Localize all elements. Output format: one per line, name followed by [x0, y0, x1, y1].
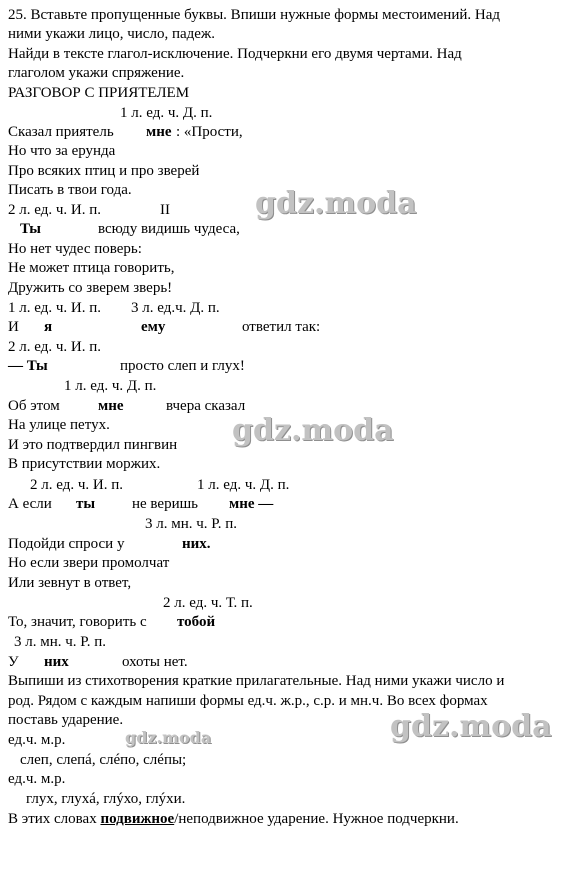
grammar-annotation: 3 л. ед.ч. Д. п.	[131, 300, 220, 316]
grammar-annotation: 2 л. ед. ч. И. п.	[8, 202, 101, 218]
task-text-line: ними укажи лицо, число, падеж.	[8, 26, 216, 42]
poem-line: Об этом	[8, 398, 60, 414]
grammar-annotation: 2 л. ед. ч. Т. п.	[163, 595, 253, 611]
poem-line: Или зевнут в ответ,	[8, 575, 132, 591]
adjective-form-label: ед.ч. м.р.	[8, 732, 66, 748]
task-text-line: Найди в тексте глагол-исключение. Подчеркни его двумя чертами. Над	[8, 46, 462, 62]
pronoun-answer: ты	[76, 496, 96, 512]
grammar-annotation: 2 л. ед. ч. И. п.	[30, 477, 123, 493]
poem-line: Писать в твои года.	[8, 182, 132, 198]
poem-line: А если	[8, 496, 52, 512]
watermark: gdz.moda	[390, 709, 552, 744]
grammar-annotation: 2 л. ед. ч. И. п.	[8, 339, 101, 355]
poem-line: охоты нет.	[122, 654, 188, 670]
poem-line: Про всяких птиц и про зверей	[8, 163, 200, 179]
underlined-answer: подвижное	[100, 811, 175, 827]
task-text-line: глаголом укажи спряжение.	[8, 65, 185, 81]
poem-line: И	[8, 319, 19, 335]
watermark: gdz.moda	[232, 413, 394, 448]
pronoun-answer: я	[44, 319, 53, 335]
poem-line: не веришь	[132, 496, 199, 512]
poem-line: Сказал приятель	[8, 124, 114, 140]
pronoun-answer: мне —	[229, 496, 274, 512]
pronoun-answer: тобой	[177, 614, 216, 630]
grammar-annotation: 3 л. мн. ч. Р. п.	[145, 516, 238, 532]
pronoun-answer: ему	[141, 319, 166, 335]
task-text-line: 25. Вставьте пропущенные буквы. Впиши нужные формы местоимений. Над	[8, 7, 501, 23]
poem-line: Но если звери промолчат	[8, 555, 170, 571]
poem-line: И это подтвердил пингвин	[8, 437, 178, 453]
grammar-annotation: 1 л. ед. ч. И. п.	[8, 300, 101, 316]
pronoun-answer: Ты	[20, 221, 41, 237]
grammar-annotation: 3 л. мн. ч. Р. п.	[14, 634, 107, 650]
watermark: gdz.moda	[255, 186, 417, 221]
conjugation-mark: II	[160, 202, 170, 218]
poem-title: РАЗГОВОР С ПРИЯТЕЛЕМ	[8, 85, 190, 101]
task-text-line: поставь ударение.	[8, 712, 124, 728]
poem-line: всюду видишь чудеса,	[98, 221, 240, 237]
grammar-annotation: 1 л. ед. ч. Д. п.	[197, 477, 290, 493]
task-text-line: род. Рядом с каждым напиши формы ед.ч. ж.р., с.р. и мн.ч. Во всех формах	[8, 693, 488, 709]
poem-line: просто слеп и глух!	[120, 358, 245, 374]
poem-line: : «Прости,	[176, 124, 243, 140]
final-rest: /неподвижное ударение. Нужное подчеркни.	[174, 811, 459, 827]
poem-line: Не может птица говорить,	[8, 260, 175, 276]
poem-line: В присутствии моржих.	[8, 456, 161, 472]
poem-line: Но что за ерунда	[8, 143, 116, 159]
poem-line: Подойди спроси у	[8, 536, 125, 552]
grammar-annotation: 1 л. ед. ч. Д. п.	[120, 105, 213, 121]
poem-line: ответил так:	[242, 319, 321, 335]
pronoun-answer: мне	[146, 124, 172, 140]
poem-line: вчера сказал	[166, 398, 246, 414]
pronoun-answer: них.	[182, 536, 211, 552]
pronoun-answer: них	[44, 654, 69, 670]
poem-line: То, значит, говорить с	[8, 614, 147, 630]
task-text-line: Выпиши из стихотворения краткие прилагательные. Над ними укажи число и	[8, 673, 505, 689]
pronoun-answer: мне	[98, 398, 124, 414]
adjective-forms: слеп, слепá, слéпо, слéпы;	[20, 752, 187, 768]
adjective-form-label: ед.ч. м.р.	[8, 771, 66, 787]
poem-line: У	[8, 654, 19, 670]
pronoun-answer: — Ты	[8, 358, 48, 374]
final-answer-line	[8, 810, 459, 828]
final-text: В этих словах	[8, 811, 97, 827]
watermark: gdz.moda	[125, 728, 212, 747]
poem-line: Но нет чудес поверь:	[8, 241, 142, 257]
adjective-forms: глух, глухá, глýхо, глýхи.	[26, 791, 186, 807]
grammar-annotation: 1 л. ед. ч. Д. п.	[64, 378, 157, 394]
poem-line: Дружить со зверем зверь!	[8, 280, 173, 296]
poem-line: На улице петух.	[8, 417, 110, 433]
